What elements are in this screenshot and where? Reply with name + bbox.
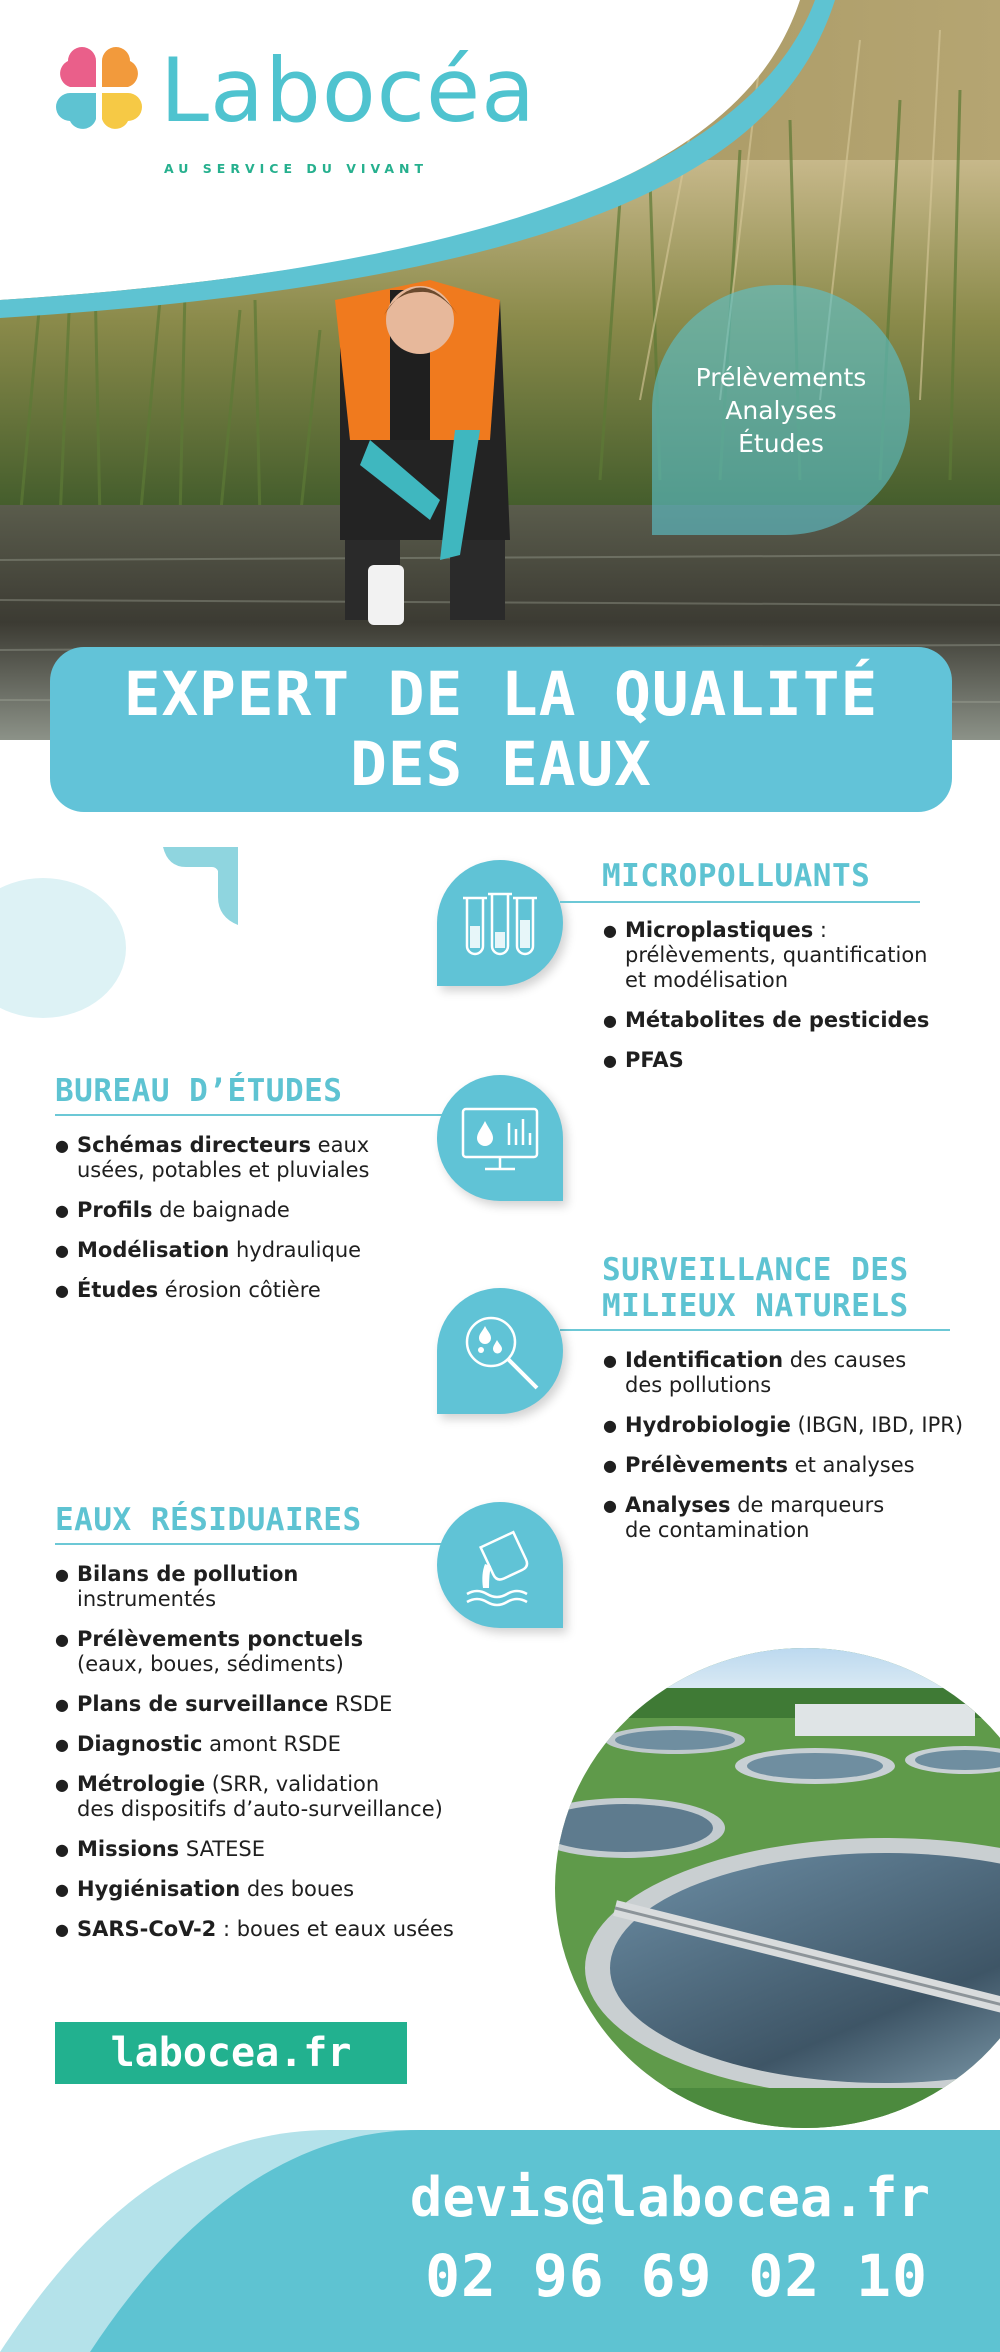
clover-logo-icon [56,47,142,133]
website-url[interactable]: labocea.fr [110,2030,352,2076]
bureau-list [55,1133,435,1318]
list-item: ● PFAS [603,1048,983,1073]
surveillance-divider [560,1329,950,1331]
treatment-plant-photo [555,1648,1000,2128]
magnifier-droplets-icon [437,1288,563,1414]
brand-name: Labocéa [160,39,537,142]
micropolluants-list [603,918,983,1088]
list-item: ● Bilans de pollution instrumentés [55,1562,495,1612]
surveillance-icon-bubble [437,1288,563,1414]
brand-tagline: AU SERVICE DU VIVANT [164,161,429,176]
footer-wave [0,2110,1000,2352]
list-item: ● Métabolites de pesticides [603,1008,983,1033]
residuaires-divider [55,1543,445,1545]
labocea-logo [56,39,537,185]
test-tubes-icon [437,860,563,986]
contact-email[interactable]: devis@labocea.fr [409,2166,930,2229]
hero-section [0,0,1000,740]
list-item: ● Analyses de marqueurs de contamination [603,1493,998,1543]
monitor-water-drop-icon [437,1075,563,1201]
micropolluants-divider [560,901,920,903]
micropolluants-title: MICROPOLLUANTS [602,858,871,894]
contact-phone[interactable]: 02 96 69 02 10 [425,2242,928,2310]
bubble-line: Prélèvements [695,362,867,392]
list-item: ● Prélèvements et analyses [603,1453,998,1478]
micropolluants-icon-bubble [437,860,563,986]
list-item: ● Schémas directeurs eaux usées, potables et pluviales [55,1133,435,1183]
list-item: ● Plans de surveillance RSDE [55,1692,495,1717]
list-item: ● SARS-CoV-2 : boues et eaux usées [55,1917,495,1942]
list-item: ● Diagnostic amont RSDE [55,1732,495,1757]
list-item: ● Missions SATESE [55,1837,495,1862]
bureau-icon-bubble [437,1075,563,1201]
residuaires-list [55,1562,495,1957]
list-item: ● Études érosion côtière [55,1278,435,1303]
bubble-line: Analyses [725,395,837,425]
bureau-title: BUREAU D’ÉTUDES [55,1073,343,1109]
surveillance-title-line: MILIEUX NATURELS [602,1288,909,1324]
decorative-circle [0,878,126,1018]
list-item: ● Identification des causes des pollutions [603,1348,998,1398]
list-item: ● Prélèvements ponctuels (eaux, boues, sédiments) [55,1627,495,1677]
list-item: ● Hydrobiologie (IBGN, IBD, IPR) [603,1413,998,1438]
headline-line: DES EAUX [350,728,652,800]
website-link[interactable] [55,2022,407,2084]
residuaires-title: EAUX RÉSIDUAIRES [55,1502,362,1538]
bubble-line: Études [738,428,824,458]
headline-line: EXPERT DE LA QUALITÉ [123,658,879,730]
decorative-corner-shape [158,847,238,927]
list-item: ● Modélisation hydraulique [55,1238,435,1263]
list-item: ● Métrologie (SRR, validation des dispositifs d’auto-surveillance) [55,1772,495,1822]
services-bubble [652,285,910,535]
surveillance-title-line: SURVEILLANCE DES [602,1252,909,1288]
list-item: ● Hygiénisation des boues [55,1877,495,1902]
bureau-divider [55,1114,445,1116]
headline-banner [50,647,952,812]
list-item: ● Microplastiques : prélèvements, quantification et modélisation [603,918,983,993]
surveillance-title [602,1252,909,1324]
list-item: ● Profils de baignade [55,1198,435,1223]
surveillance-list [603,1348,998,1558]
